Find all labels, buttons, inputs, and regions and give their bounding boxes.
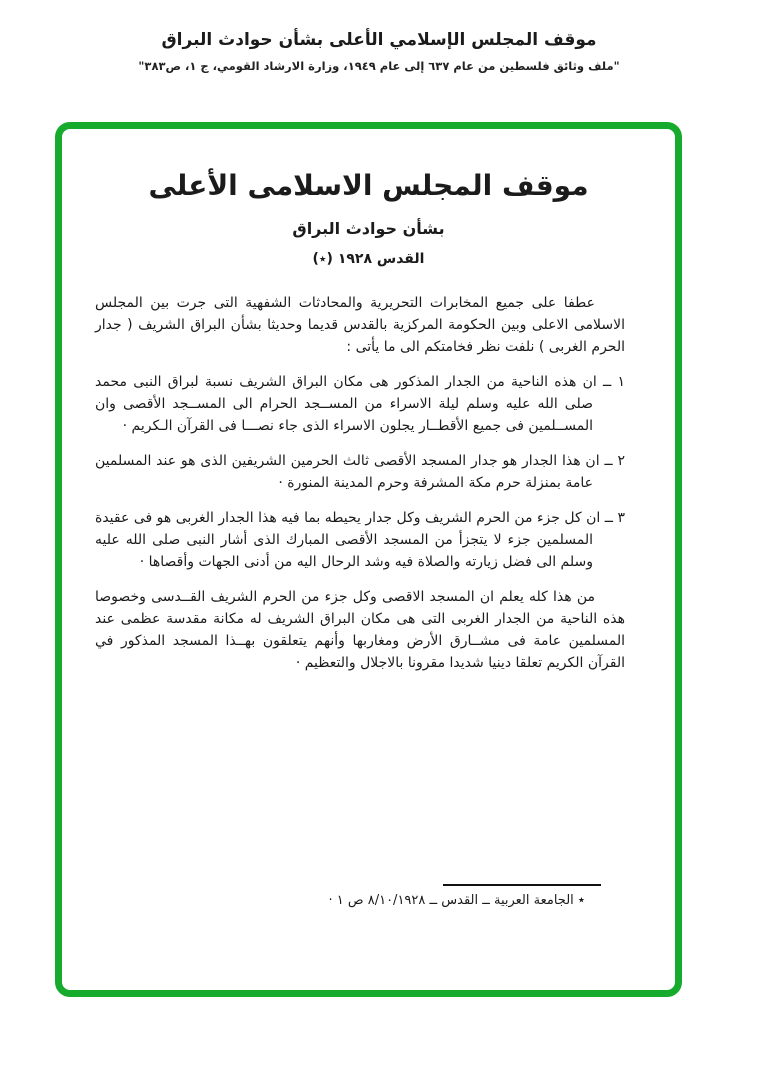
document-subtitle: بشأن حوادث البراق [292, 219, 445, 238]
header-title: موقف المجلس الإسلامي الأعلى بشأن حوادث البراق [161, 30, 597, 50]
item-text: ان هذه الناحية من الجدار المذكور هى مكان البراق الشريف نسبة لبراق النبى محمد صلى الله عليه وسلم ليلة الاسراء من المســجد الحرام الى المســجد الأقصى وان المســلمين فى جميع الأقطــار يجلون الاسراء الذى جاء نصـــا فى القرآن الـكريم · [95, 374, 604, 434]
page-header [0, 30, 758, 73]
numbered-item [95, 507, 625, 573]
document-body [95, 292, 625, 674]
document-place-date: القدس ١٩٢٨ (٭) [312, 251, 425, 267]
item-text: ان كل جزء من الحرم الشريف وكل جدار يحيطه بما فيه هذا الجدار الغربى هو فى عقيدة المسلمين جزء لا يتجزأ من المسجد الأقصى المبارك الذى أشار النبى صلى الله عليه وسلم الى فضل زيارته والصلاة فيه وشد الرحال اليه من أدنى الجهات وأقصاها · [95, 510, 605, 570]
document-frame [55, 122, 682, 997]
item-text: ان هذا الجدار هو جدار المسجد الأقصى ثالث الحرمين الشريفين الذى هو عند المسلمين عامة بمنزلة حرم مكة المشرفة وحرم المدينة المنورة · [95, 453, 605, 491]
numbered-item [95, 450, 625, 494]
intro-paragraph: عطفا على جميع المخابرات التحريرية والمحادثات الشفهية التى جرت بين المجلس الاسلامى الاعلى وبين الحكومة المركزية بالقدس قديما وحديثا بشأن البراق الشريف ( جدار الحرم الغربى ) نلفت نظر فخامتكم الى ما يأتى : [95, 295, 625, 355]
footnote-divider [443, 884, 601, 886]
numbered-item [95, 371, 625, 437]
numbered-items [95, 371, 625, 573]
closing-paragraph: من هذا كله يعلم ان المسجد الاقصى وكل جزء من الحرم الشريف القــدسى وخصوصا هذه الناحية من الجدار الغربى التى هى مكان البراق الشريف له مكانة مقدسة عظمى عند المسلمين عامة فى مشــارق الأرض ومغاربها وأنهم يتعلقون بهــذا المسجد المذكور في القرآن الكريم تعلقا دينيا شديدا مقرونا بالاجلال والتعظيم · [95, 589, 625, 671]
item-number: ٣ ــ [604, 510, 625, 526]
footnote: ٭ الجامعة العربية ــ القدس ــ ٨/١٠/١٩٢٨ ص ١ · [328, 893, 585, 908]
document-title: موقف المجلس الاسلامى الأعلى [148, 169, 589, 202]
header-source-line: "ملف وثائق فلسطين من عام ٦٣٧ إلى عام ١٩٤٩، وزارة الارشاد القومي، ج ١، ص٣٨٣" [138, 59, 620, 73]
item-number: ١ ــ [603, 374, 626, 390]
item-number: ٢ ــ [604, 453, 626, 469]
